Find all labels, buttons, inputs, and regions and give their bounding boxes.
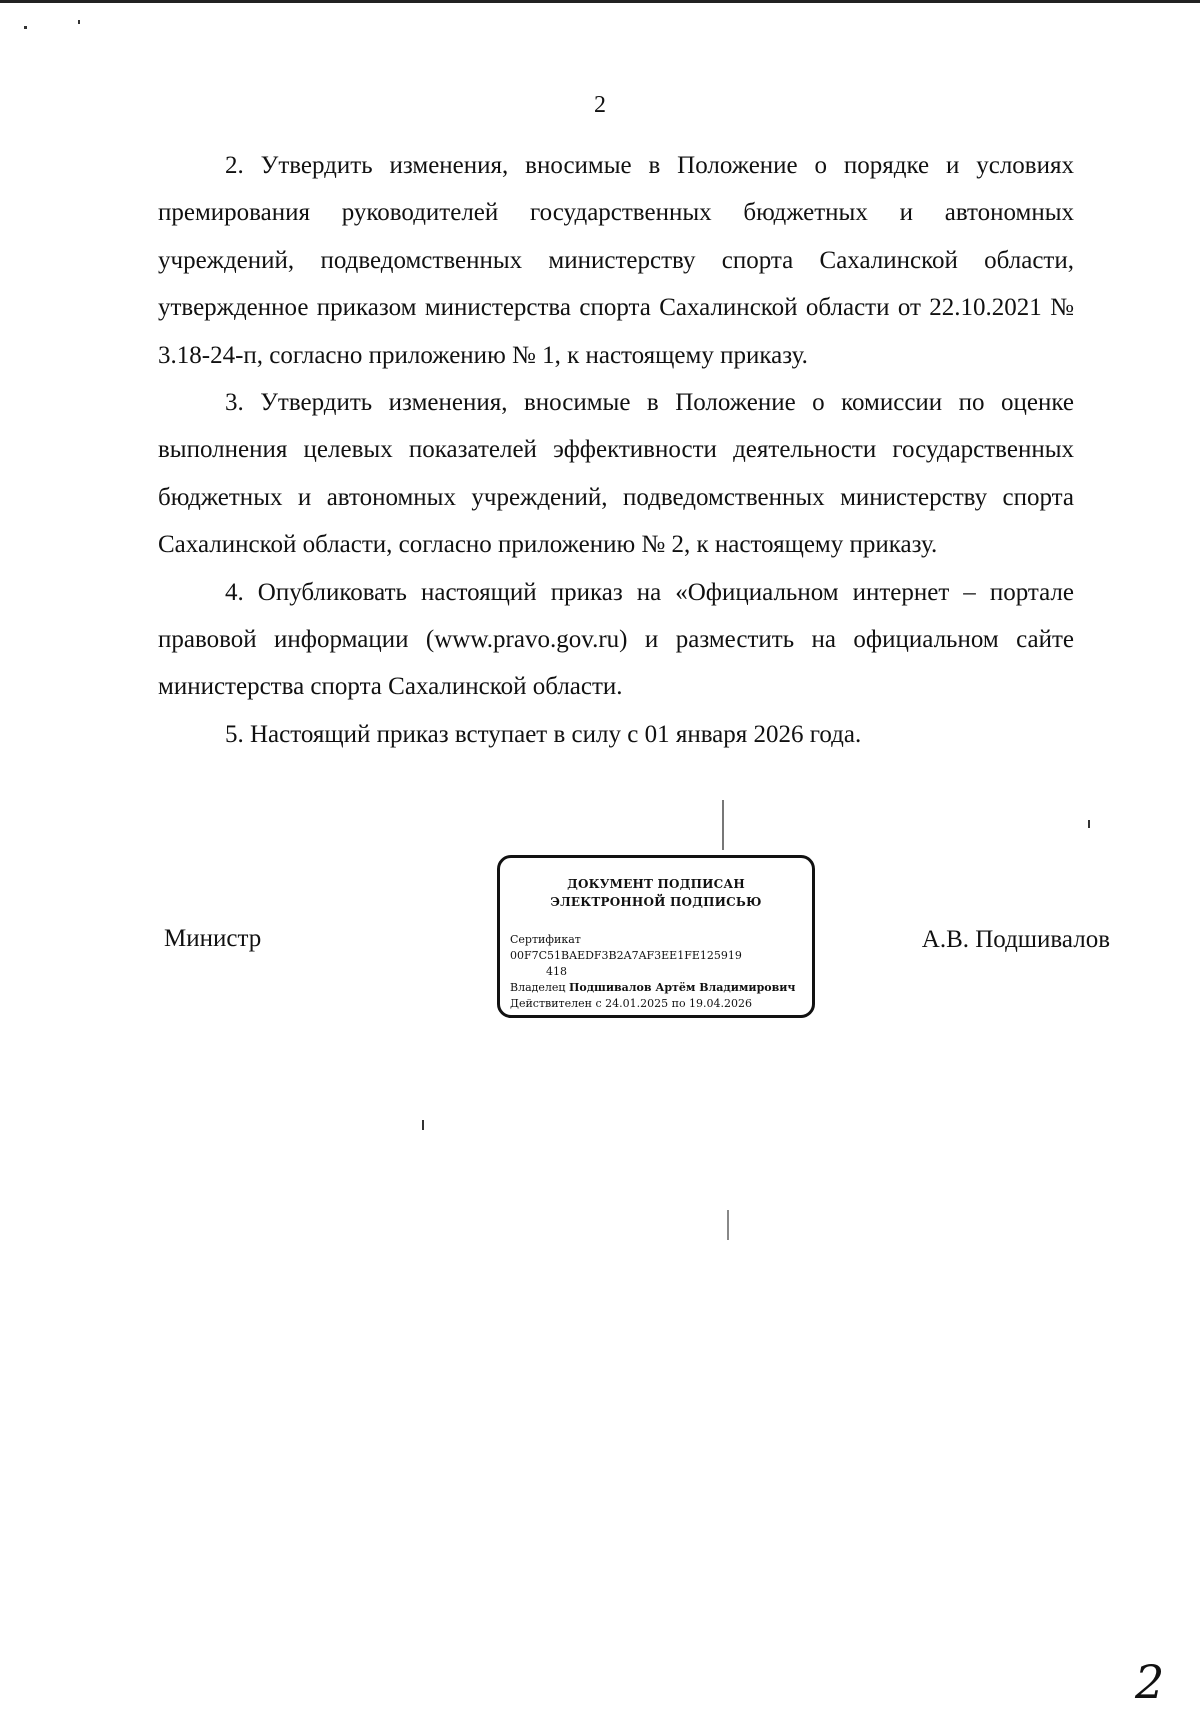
stamp-owner-label: Владелец: [510, 981, 566, 994]
signer-role: Министр: [164, 925, 262, 952]
paragraph-3: 3. Утвердить изменения, вносимые в Положение о комиссии по оценке выполнения целевых показателей эффективности деятельности государственных бюджетных и автономных учреждений, подведомственных министерству спорта Сахалинской области, согласно приложению № 2, к настоящему приказу.: [158, 389, 1074, 559]
paragraph-2: 2. Утвердить изменения, вносимые в Положение о порядке и условиях премирования руководителей государственных бюджетных и автономных учреждений, подведомственных министерству спорта Сахалинской области, утвержденное приказом министерства спорта Сахалинской области от 22.10.2021 № 3.18-24-п, согласно приложению № 1, к настоящему приказу.: [158, 152, 1074, 369]
handwritten-page-mark: 2: [1135, 1655, 1165, 1709]
scan-speck: [722, 800, 724, 850]
page-number: 2: [594, 92, 606, 118]
stamp-certificate-value: 00F7C51BAEDF3B2A7AF3EE1FE125919: [510, 949, 742, 962]
stamp-details: [500, 932, 812, 1012]
scan-speck: [422, 1120, 424, 1130]
electronic-signature-stamp: [497, 855, 815, 1018]
scan-speck: [24, 26, 27, 29]
stamp-title-line2: ЭЛЕКТРОННОЙ ПОДПИСЬЮ: [550, 895, 762, 909]
stamp-certificate-tail: 418: [546, 965, 567, 978]
stamp-title-line1: ДОКУМЕНТ ПОДПИСАН: [567, 877, 745, 891]
paragraph-4: 4. Опубликовать настоящий приказ на «Официальном интернет – портале правовой информации (www.pravo.gov.ru) и разместить на официальном сайте министерства спорта Сахалинской области.: [158, 578, 1074, 701]
scan-speck: [78, 20, 80, 24]
stamp-title: [500, 875, 812, 911]
stamp-certificate: [500, 932, 812, 964]
order-body: [158, 142, 1074, 758]
paragraph-5: 5. Настоящий приказ вступает в силу с 01 января 2026 года.: [225, 720, 862, 748]
signature-block: [0, 855, 1200, 1025]
scan-speck: [727, 1210, 729, 1240]
scan-speck: [1088, 820, 1090, 828]
stamp-validity: Действителен с 24.01.2025 по 19.04.2026: [510, 997, 753, 1010]
scan-top-edge: [0, 0, 1200, 3]
signer-name: А.В. Подшивалов: [921, 926, 1110, 953]
stamp-owner: [500, 980, 812, 996]
stamp-owner-value: Подшивалов Артём Владимирович: [568, 981, 796, 994]
stamp-certificate-label: Сертификат: [510, 933, 581, 946]
